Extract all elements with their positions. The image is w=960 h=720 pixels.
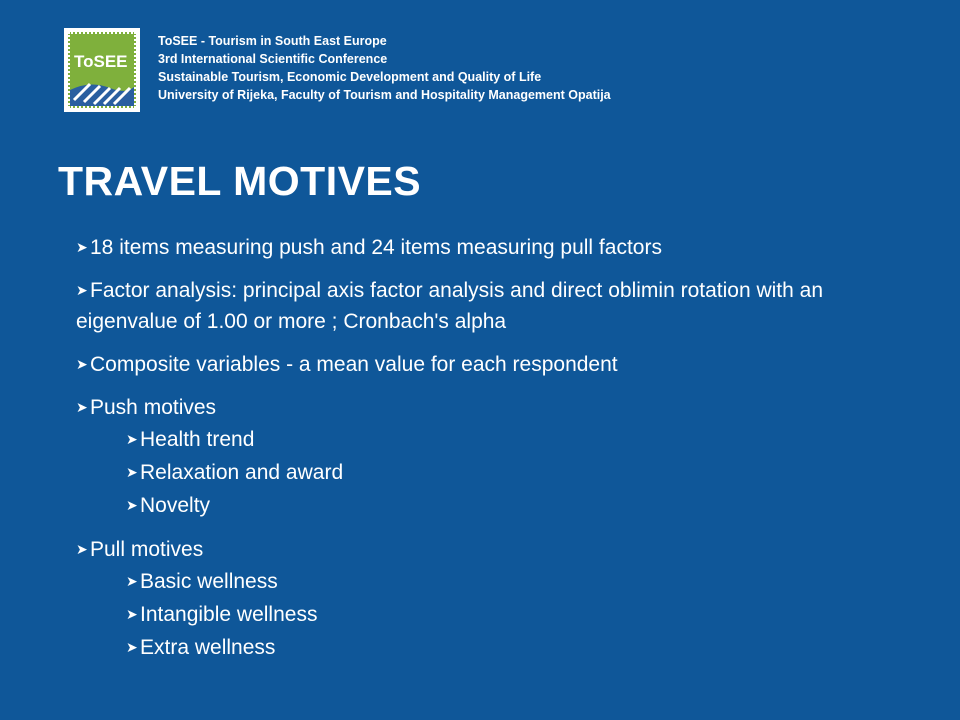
sub-list-item bbox=[76, 489, 896, 522]
header-line: Sustainable Tourism, Economic Development and Quality of Life bbox=[158, 70, 542, 84]
sub-list bbox=[76, 423, 896, 522]
bullet-list bbox=[76, 232, 896, 676]
sub-list-item bbox=[76, 423, 896, 456]
arrow-bullet-icon: ➤ bbox=[126, 606, 138, 622]
bullet-text: 18 items measuring push and 24 items measuring pull factors bbox=[90, 236, 662, 259]
list-item bbox=[76, 275, 896, 337]
arrow-bullet-icon: ➤ bbox=[76, 356, 88, 372]
logo-text: ToSEE bbox=[74, 52, 128, 71]
sub-item-text: Novelty bbox=[140, 494, 211, 517]
list-item bbox=[76, 392, 896, 522]
header-line: ToSEE - Tourism in South East Europe bbox=[158, 34, 387, 48]
sub-list-item bbox=[76, 565, 896, 598]
sub-list-item bbox=[76, 598, 896, 631]
list-item bbox=[76, 349, 896, 380]
sub-item-text: Extra wellness bbox=[140, 636, 276, 659]
arrow-bullet-icon: ➤ bbox=[126, 497, 138, 513]
header-line: 3rd International Scientific Conference bbox=[158, 52, 388, 66]
arrow-bullet-icon: ➤ bbox=[76, 541, 88, 557]
logo-waves-icon bbox=[70, 70, 136, 106]
list-item bbox=[76, 232, 896, 263]
list-item bbox=[76, 534, 896, 664]
sub-list-item bbox=[76, 631, 896, 664]
header-line: University of Rijeka, Faculty of Tourism and Hospitality Management Opatija bbox=[158, 88, 611, 102]
sub-list bbox=[76, 565, 896, 664]
sub-item-text: Basic wellness bbox=[140, 570, 278, 593]
tosee-logo bbox=[64, 28, 140, 112]
bullet-text: Pull motives bbox=[90, 538, 204, 561]
arrow-bullet-icon: ➤ bbox=[126, 464, 138, 480]
sub-item-text: Relaxation and award bbox=[140, 461, 344, 484]
arrow-bullet-icon: ➤ bbox=[76, 239, 88, 255]
sub-item-text: Intangible wellness bbox=[140, 603, 318, 626]
arrow-bullet-icon: ➤ bbox=[126, 573, 138, 589]
bullet-text: Push motives bbox=[90, 396, 217, 419]
arrow-bullet-icon: ➤ bbox=[76, 399, 88, 415]
sub-list-item bbox=[76, 456, 896, 489]
conference-header bbox=[158, 32, 611, 104]
bullet-text: Composite variables - a mean value for each respondent bbox=[90, 353, 618, 376]
arrow-bullet-icon: ➤ bbox=[126, 431, 138, 447]
slide-title: TRAVEL MOTIVES bbox=[58, 158, 422, 204]
sub-item-text: Health trend bbox=[140, 428, 255, 451]
bullet-text: Factor analysis: principal axis factor analysis and direct oblimin rotation with an eigenvalue of 1.00 or more ; Cronbach's alpha bbox=[76, 279, 824, 333]
arrow-bullet-icon: ➤ bbox=[126, 639, 138, 655]
arrow-bullet-icon: ➤ bbox=[76, 282, 88, 298]
logo-stamp bbox=[68, 32, 136, 108]
